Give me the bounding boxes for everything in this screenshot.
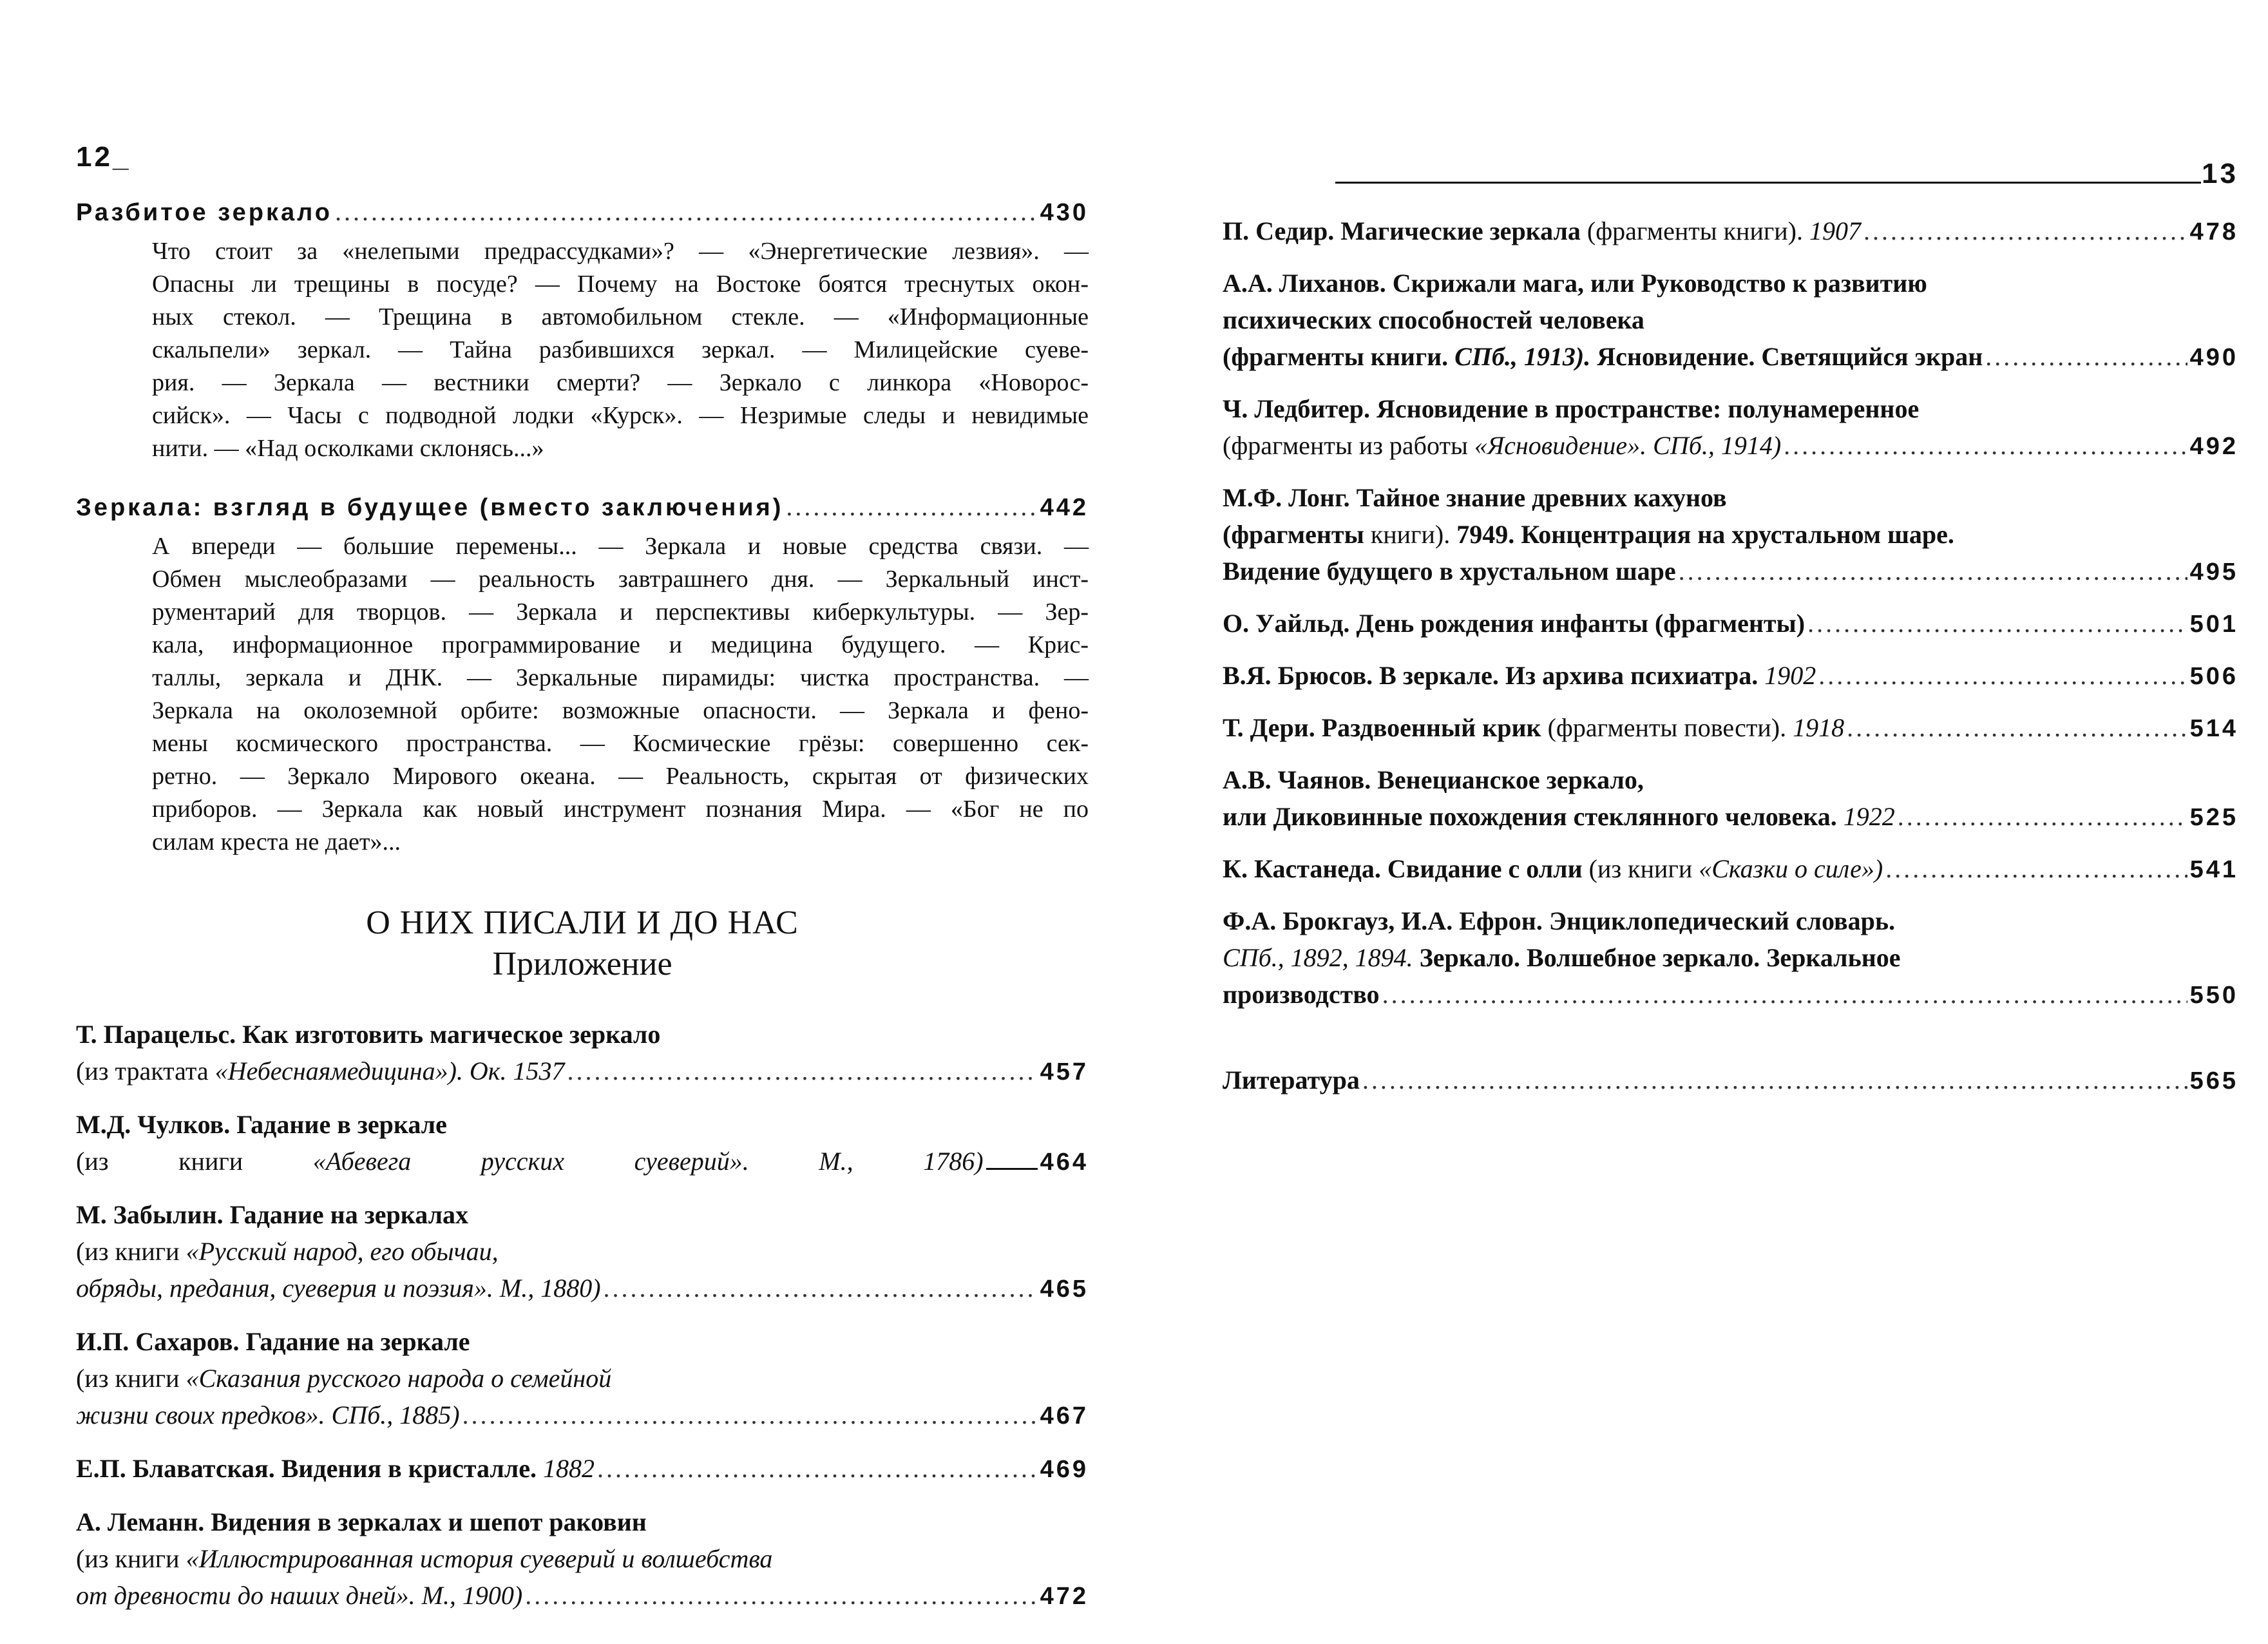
page-ref: 472	[1040, 1583, 1089, 1610]
entry-title: А. Леманн. Видения в зеркалах и шепот раковин	[76, 1507, 647, 1536]
dot-leader	[604, 1270, 1038, 1306]
entry-source: (из книги «Иллюстрированная история суеверий и волшебства	[76, 1544, 773, 1573]
entry-title: А.А. Лиханов. Скрижали мага, или Руководство к развитию	[1223, 269, 1927, 298]
page-ref: 541	[2189, 856, 2238, 883]
appendix-subtitle: Приложение	[492, 946, 672, 982]
appendix-entry	[76, 1323, 1089, 1435]
description-line: Зеркала на околоземной орбите: возможные опасности. — Зеркала и фено-	[152, 697, 1089, 724]
toc-section	[76, 488, 1089, 859]
page-ref: 514	[2189, 715, 2238, 742]
section-description	[152, 235, 1089, 465]
appendix-entry	[1223, 390, 2238, 465]
toc-row[interactable]	[76, 488, 1089, 526]
entry-title: А.В. Чаянов. Венецианское зеркало,	[1223, 765, 1644, 794]
description-line: Что стоит за «нелепыми предрассудками»? — «Энергетические лезвия». —	[152, 238, 1089, 265]
dot-leader	[462, 1397, 1038, 1433]
entry-source: обряды, предания, суеверия и поэзия». М., 1880)	[76, 1274, 601, 1303]
description-line: ретно. — Зеркало Мирового океана. — Реальность, скрытая от физических	[152, 763, 1089, 790]
entry-title: М. Забылин. Гадание на зеркалах	[76, 1200, 469, 1229]
dot-leader	[1985, 338, 2187, 375]
dot-leader	[786, 488, 1037, 525]
appendix-entry	[1223, 479, 2238, 591]
entry-title: М.Ф. Лонг. Тайное знание древних кахунов	[1223, 483, 1727, 512]
toc-row[interactable]	[1223, 850, 2238, 888]
entry-title: К. Кастанеда. Свидание с олли (из книги «Сказки о силе»)	[1223, 854, 1883, 883]
dot-leader	[1784, 427, 2187, 464]
description-line: таллы, зеркала и ДНК. — Зеркальные пирамиды: чистка пространства. —	[152, 664, 1089, 691]
entry-source: Видение будущего в хрустальном шаре	[1223, 557, 1676, 586]
dot-leader	[1847, 709, 2187, 746]
appendix-entry	[76, 1106, 1089, 1181]
entry-title: Т. Дери. Раздвоенный крик (фрагменты повести). 1918	[1223, 713, 1845, 742]
toc-section	[76, 193, 1089, 465]
toc-row[interactable]	[1223, 213, 2238, 251]
dot-leader	[525, 1577, 1037, 1614]
toc-row[interactable]	[76, 1397, 1089, 1435]
entry-title: психических способностей человека	[1223, 305, 1644, 334]
description-line: Обмен мыслеобразами — реальность завтрашнего дня. — Зеркальный инст-	[152, 566, 1089, 593]
appendix-entry	[1223, 761, 2238, 836]
left-toc-column	[76, 193, 1089, 1630]
entry-source: (из трактата «Небеснаямедицина»). Ок. 1537	[76, 1056, 565, 1085]
entry-source: от древности до наших дней». М., 1900)	[76, 1581, 523, 1610]
appendix-entry	[1223, 657, 2238, 695]
description-line: нити. — «Над осколками склонясь...»	[152, 435, 544, 462]
dot-leader	[1818, 657, 2187, 694]
toc-row[interactable]	[76, 1053, 1089, 1091]
toc-row[interactable]	[1223, 976, 2238, 1014]
appendix-entry	[1223, 903, 2238, 1014]
description-line: скальпели» зеркал. — Тайна разбившихся зеркал. — Милицейские суеве-	[152, 336, 1089, 363]
section-title: Зеркала: взгляд в будущее (вместо заключения)	[76, 494, 784, 521]
entry-source: (из книги «Абевега русских суеверий». М., 1786)	[76, 1147, 984, 1176]
right-toc-column	[1223, 213, 2238, 1114]
description-line: кала, информационное программирование и медицина будущего. — Крис-	[152, 631, 1089, 658]
page-ref: 495	[2189, 559, 2238, 586]
appendix-title: О НИХ ПИСАЛИ И ДО НАС	[366, 904, 799, 941]
dot-leader	[1885, 850, 2187, 887]
appendix-entry	[76, 1450, 1089, 1488]
page-ref: 457	[1040, 1058, 1089, 1085]
appendix-entry	[1223, 213, 2238, 251]
page-ref: 492	[2189, 433, 2238, 460]
dot-leader	[1863, 213, 2187, 249]
appendix-heading	[76, 903, 1089, 985]
toc-row[interactable]	[76, 1450, 1089, 1488]
toc-row[interactable]	[76, 1143, 1089, 1181]
toc-row[interactable]	[1223, 657, 2238, 695]
toc-row[interactable]	[1223, 798, 2238, 836]
toc-row[interactable]	[76, 1270, 1089, 1308]
dot-leader	[1382, 976, 2187, 1013]
dot-leader	[597, 1450, 1038, 1487]
appendix-entry	[1223, 709, 2238, 747]
page-ref: 478	[2189, 218, 2238, 245]
entry-title: Ч. Ледбитер. Ясновидение в пространстве: полунамеренное	[1223, 394, 1920, 423]
rule-leader	[986, 1168, 1038, 1170]
header-rule	[1335, 182, 2201, 184]
description-line: рументарий для творцов. — Зеркала и перспективы киберкультуры. — Зер-	[152, 598, 1089, 626]
entry-title: Литература	[1223, 1066, 1360, 1094]
appendix-entry	[1223, 605, 2238, 643]
toc-row[interactable]	[1223, 605, 2238, 643]
page-ref: 490	[2189, 344, 2238, 371]
description-line: А впереди — большие перемены... — Зеркала и новые средства связи. —	[152, 533, 1089, 560]
dot-leader	[1362, 1062, 2187, 1098]
left-page-number: 12_	[76, 141, 131, 173]
toc-row[interactable]	[1223, 427, 2238, 465]
entry-title: М.Д. Чулков. Гадание в зеркале	[76, 1110, 447, 1139]
description-line: Опасны ли трещины в посуде? — Почему на Востоке боятся треснутых окон-	[152, 271, 1089, 298]
description-line: приборов. — Зеркала как новый инструмент познания Мира. — «Бог не по	[152, 796, 1089, 823]
right-page-number: 13	[2202, 158, 2238, 189]
dot-leader	[567, 1053, 1038, 1089]
dot-leader	[1807, 605, 2187, 642]
page-ref: 464	[1040, 1149, 1089, 1176]
entry-title: Е.П. Блаватская. Видения в кристалле. 1882	[76, 1454, 595, 1483]
toc-row[interactable]	[1223, 1062, 2238, 1100]
appendix-entry	[1223, 265, 2238, 376]
right-page	[1134, 0, 2268, 1644]
entry-title: В.Я. Брюсов. В зеркале. Из архива психиатра. 1902	[1223, 661, 1816, 690]
entry-title: О. Уайльд. День рождения инфанты (фрагменты)	[1223, 609, 1806, 638]
page-ref: 467	[1040, 1402, 1089, 1429]
entry-source: (из книги «Русский народ, его обычаи,	[76, 1237, 499, 1266]
toc-row[interactable]	[1223, 709, 2238, 747]
entry-title: Ф.А. Брокгауз, И.А. Ефрон. Энциклопедический словарь.	[1223, 906, 1896, 935]
toc-row[interactable]	[76, 1577, 1089, 1615]
page-ref: 501	[2189, 611, 2238, 638]
entry-source: (фрагменты книги). 7949. Концентрация на хрустальном шаре.	[1223, 520, 1954, 549]
toc-row[interactable]	[76, 193, 1089, 231]
description-line: сийск». — Часы с подводной лодки «Курск». — Незримые следы и невидимые	[152, 402, 1089, 429]
entry-title: П. Седир. Магические зеркала (фрагменты книги). 1907	[1223, 216, 1861, 245]
toc-row[interactable]	[1223, 553, 2238, 591]
page-ref: 465	[1040, 1276, 1089, 1303]
page-ref: 565	[2189, 1067, 2238, 1094]
appendix-entry	[76, 1196, 1089, 1308]
entry-source: производство	[1223, 980, 1380, 1009]
description-line: силам креста не дает»...	[152, 828, 401, 855]
description-line: мены космического пространства. — Космические грёзы: совершенно сек-	[152, 730, 1089, 757]
entry-title: или Диковинные похождения стеклянного человека. 1922	[1223, 802, 1895, 831]
entry-title: И.П. Сахаров. Гадание на зеркале	[76, 1327, 470, 1356]
page-ref: 430	[1040, 199, 1089, 226]
entry-title: Т. Парацельс. Как изготовить магическое зеркало	[76, 1020, 661, 1049]
dot-leader	[335, 193, 1038, 230]
page-ref: 506	[2189, 663, 2238, 690]
appendix-entry	[76, 1504, 1089, 1615]
entry-source: (фрагменты книги. СПб., 1913). Ясновидение. Светящийся экран	[1223, 342, 1983, 371]
section-title: Разбитое зеркало	[76, 199, 332, 226]
page-ref: 550	[2189, 982, 2238, 1009]
page-ref: 469	[1040, 1456, 1089, 1483]
description-line: ных стекол. — Трещина в автомобильном стекле. — «Информационные	[152, 303, 1089, 330]
dot-leader	[1679, 553, 2187, 589]
description-line: рия. — Зеркала — вестники смерти? — Зеркало с линкора «Новорос-	[152, 369, 1089, 396]
entry-source: жизни своих предков». СПб., 1885)	[76, 1400, 460, 1429]
entry-source: (фрагменты из работы «Ясновидение». СПб., 1914)	[1223, 431, 1782, 460]
entry-source: СПб., 1892, 1894. Зеркало. Волшебное зеркало. Зеркальное	[1223, 943, 1901, 972]
literature-entry	[1223, 1062, 2238, 1100]
toc-row[interactable]	[1223, 338, 2238, 376]
page-ref: 442	[1040, 494, 1089, 521]
appendix-entry	[76, 1016, 1089, 1091]
appendix-entry	[1223, 850, 2238, 888]
entry-source: (из книги «Сказания русского народа о семейной	[76, 1364, 612, 1393]
section-description	[152, 530, 1089, 859]
dot-leader	[1898, 798, 2187, 835]
page-ref: 525	[2189, 804, 2238, 831]
